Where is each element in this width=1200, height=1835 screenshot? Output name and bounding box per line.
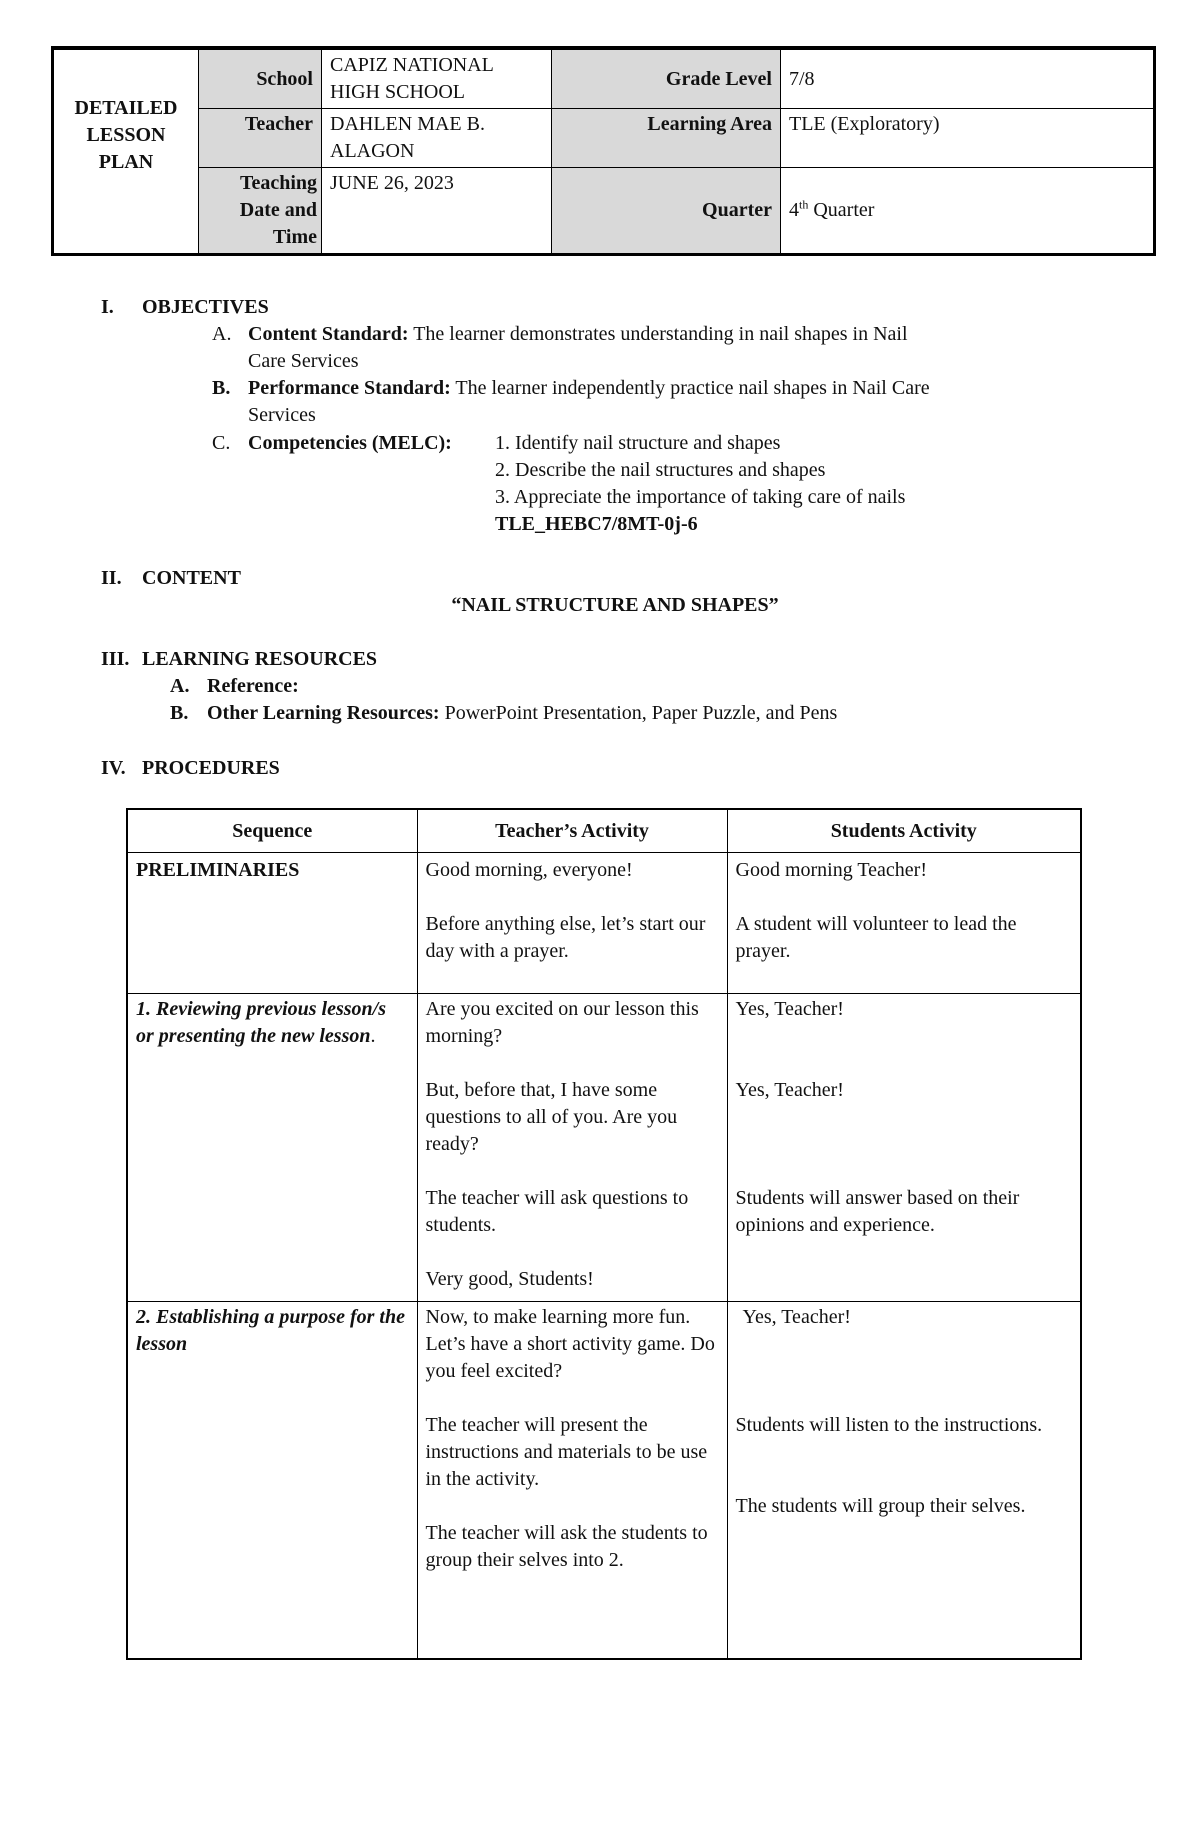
other-resources-text: PowerPoint Presentation, Paper Puzzle, and Pens	[439, 702, 838, 724]
competencies-label: Competencies (MELC):	[248, 432, 452, 454]
content-standard-label: Content Standard:	[248, 323, 409, 345]
review-student-3: Students will answer based on their opinions and experience.	[735, 1186, 1020, 1236]
area-label: Learning Area	[552, 109, 781, 168]
prelim-label: PRELIMINARIES	[136, 858, 300, 881]
teacher-cell	[417, 993, 727, 1301]
procedures-numeral: IV.	[101, 757, 126, 779]
competency-2: 2. Describe the nail structures and shapes	[495, 459, 826, 481]
objectives-numeral: I.	[101, 296, 114, 318]
date-value: JUNE 26, 2023	[322, 168, 552, 255]
review-label-wrap	[136, 996, 409, 1050]
table-row	[127, 852, 1081, 993]
content-standard	[248, 321, 1068, 348]
reference-label: Reference:	[207, 675, 299, 697]
review-teacher-4: Very good, Students!	[425, 1267, 594, 1290]
reference-letter: A.	[170, 675, 190, 697]
review-teacher-2: But, before that, I have some questions to all of you. Are you ready?	[425, 1078, 678, 1155]
competency-1: 1. Identify nail structure and shapes	[495, 432, 781, 454]
quarter-label: Quarter	[552, 168, 781, 255]
table-row	[127, 1301, 1081, 1659]
review-label-tail: .	[370, 1024, 376, 1047]
prelim-teacher-2: Before anything else, let’s start our day with a prayer.	[425, 912, 706, 962]
column-teacher-activity: Teacher’s Activity	[417, 809, 727, 852]
competency-code: TLE_HEBC7/8MT-0j-6	[495, 513, 698, 535]
header-table	[51, 46, 1156, 256]
review-teacher-3: The teacher will ask questions to students.	[425, 1186, 689, 1236]
school-label: School	[199, 48, 322, 109]
content-standard-letter: A.	[212, 323, 232, 345]
student-cell	[727, 993, 1081, 1301]
teacher-value: DAHLEN MAE B. ALAGON	[322, 109, 552, 168]
content-heading: CONTENT	[142, 567, 241, 589]
sequence-cell	[127, 1301, 417, 1659]
content-numeral: II.	[101, 567, 122, 589]
teacher-cell	[417, 852, 727, 993]
purpose-label: 2. Establishing a purpose for the lesson	[136, 1305, 405, 1355]
content-standard-text-1: The learner demonstrates understanding in nail shapes in Nail	[408, 323, 908, 345]
performance-standard	[248, 375, 1108, 402]
column-sequence: Sequence	[127, 809, 417, 852]
quarter-suffix: th	[799, 197, 809, 212]
resources-numeral: III.	[101, 648, 130, 670]
procedures-table	[126, 808, 1082, 1660]
purpose-student-1: Yes, Teacher!	[742, 1305, 851, 1328]
review-label: 1. Reviewing previous lesson/s or presenting the new lesson	[136, 997, 387, 1047]
student-cell	[727, 852, 1081, 993]
dlp-line-3: PLAN	[98, 151, 154, 173]
teacher-cell	[417, 1301, 727, 1659]
dlp-title	[53, 48, 199, 255]
competency-3: 3. Appreciate the importance of taking care of nails	[495, 486, 906, 508]
other-resources	[207, 700, 1107, 727]
date-label: Teaching Date and Time	[199, 168, 322, 255]
purpose-teacher-3: The teacher will ask the students to group their selves into 2.	[425, 1521, 708, 1571]
procedures-heading: PROCEDURES	[142, 757, 280, 779]
performance-standard-label: Performance Standard:	[248, 377, 451, 399]
dlp-line-1: DETAILED	[74, 97, 178, 119]
prelim-teacher-1: Good morning, everyone!	[425, 858, 633, 881]
other-resources-letter: B.	[170, 702, 189, 724]
area-value: TLE (Exploratory)	[781, 109, 1155, 168]
prelim-student-1: Good morning Teacher!	[735, 858, 928, 881]
content-topic: “NAIL STRUCTURE AND SHAPES”	[451, 594, 779, 616]
performance-standard-text-1: The learner independently practice nail shapes in Nail Care	[450, 377, 930, 399]
teacher-label: Teacher	[199, 109, 322, 168]
resources-heading: LEARNING RESOURCES	[142, 648, 378, 670]
objectives-heading: OBJECTIVES	[142, 296, 269, 318]
student-cell	[727, 1301, 1081, 1659]
performance-standard-text-2: Services	[248, 404, 316, 426]
sequence-cell	[127, 852, 417, 993]
column-students-activity: Students Activity	[727, 809, 1081, 852]
table-row	[127, 993, 1081, 1301]
school-value: CAPIZ NATIONAL HIGH SCHOOL	[322, 48, 552, 109]
quarter-value	[781, 168, 1155, 255]
competencies-letter: C.	[212, 432, 231, 454]
grade-value: 7/8	[781, 48, 1155, 109]
review-student-1: Yes, Teacher!	[735, 997, 844, 1020]
dlp-line-2: LESSON	[86, 124, 166, 146]
prelim-student-2: A student will volunteer to lead the prayer.	[735, 912, 1017, 962]
review-student-2: Yes, Teacher!	[735, 1078, 844, 1101]
sequence-cell	[127, 993, 417, 1301]
purpose-teacher-1: Now, to make learning more fun. Let’s have a short activity game. Do you feel excited?	[425, 1305, 715, 1382]
quarter-number: 4	[789, 199, 799, 221]
purpose-student-3: The students will group their selves.	[735, 1494, 1026, 1517]
purpose-teacher-2: The teacher will present the instructions and materials to be use in the activity.	[425, 1413, 708, 1490]
review-teacher-1: Are you excited on our lesson this morning?	[425, 997, 699, 1047]
other-resources-label: Other Learning Resources:	[207, 702, 440, 724]
content-standard-text-2: Care Services	[248, 350, 359, 372]
performance-standard-letter: B.	[212, 377, 231, 399]
quarter-word: Quarter	[808, 199, 875, 221]
purpose-student-2: Students will listen to the instructions.	[735, 1413, 1043, 1436]
grade-label: Grade Level	[552, 48, 781, 109]
